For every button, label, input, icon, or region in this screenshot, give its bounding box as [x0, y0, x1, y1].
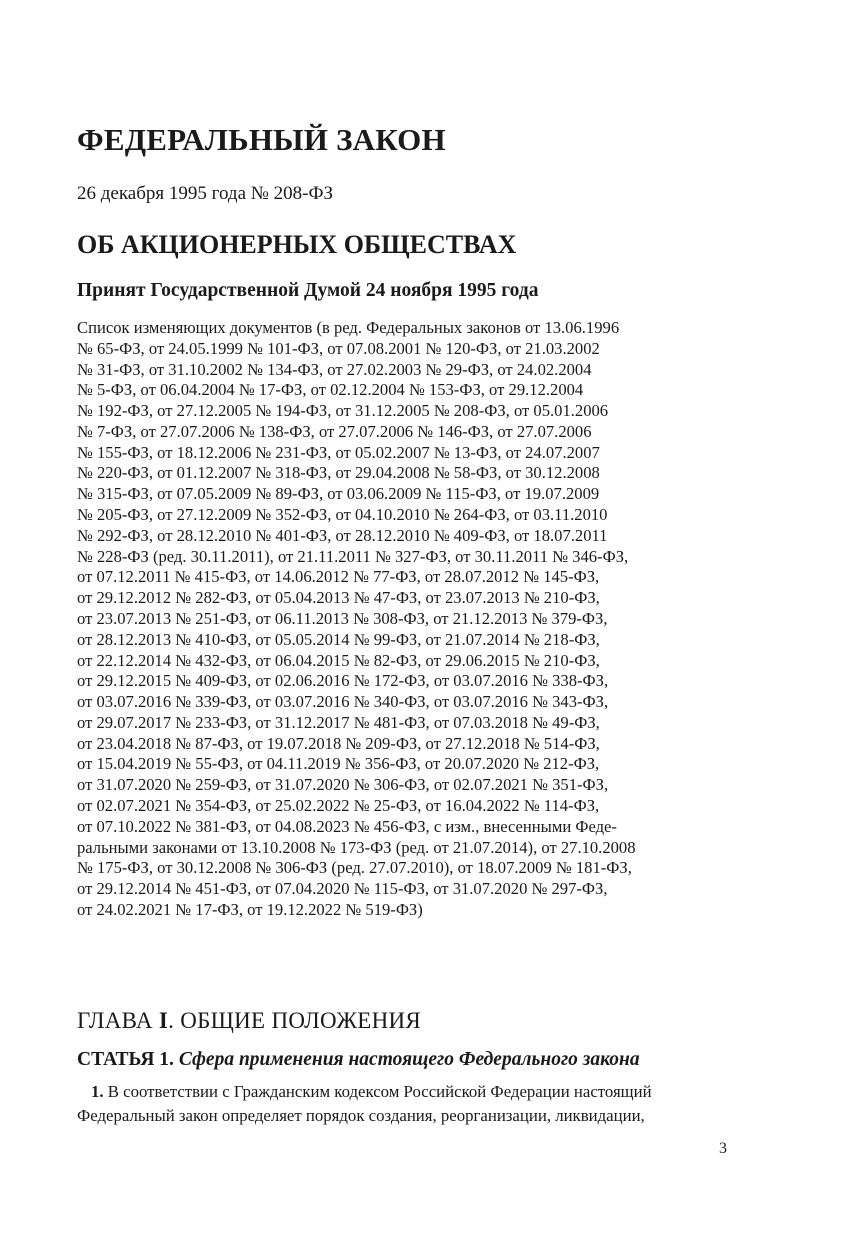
paragraph-text: В соответствии с Гражданским кодексом Российской Федерации настоящий — [103, 1082, 652, 1101]
chapter-prefix: ГЛАВА — [77, 1008, 159, 1033]
paragraph-number: 1. — [91, 1082, 104, 1101]
law-name: ОБ АКЦИОНЕРНЫХ ОБЩЕСТВАХ — [77, 230, 517, 259]
amendments-line: от 24.02.2021 № 17-ФЗ, от 19.12.2022 № 519-ФЗ) — [77, 899, 423, 919]
amendments-line: № 315-ФЗ, от 07.05.2009 № 89-ФЗ, от 03.06.2009 № 115-ФЗ, от 19.07.2009 — [77, 484, 600, 504]
article-heading — [77, 1049, 640, 1071]
amendments-line: от 22.12.2014 № 432-ФЗ, от 06.04.2015 № 82-ФЗ, от 29.06.2015 № 210-ФЗ, — [77, 650, 600, 670]
amendments-line: № 175-ФЗ, от 30.12.2008 № 306-ФЗ (ред. 27.07.2010), от 18.07.2009 № 181-ФЗ, — [77, 858, 632, 878]
amendments-line: № 192-ФЗ, от 27.12.2005 № 194-ФЗ, от 31.12.2005 № 208-ФЗ, от 05.01.2006 — [77, 401, 609, 421]
amendments-line: от 23.04.2018 № 87-ФЗ, от 19.07.2018 № 209-ФЗ, от 27.12.2018 № 514-ФЗ, — [77, 733, 600, 753]
chapter-title: . ОБЩИЕ ПОЛОЖЕНИЯ — [168, 1008, 422, 1033]
article-label: СТАТЬЯ 1. — [77, 1049, 179, 1070]
chapter-number: I — [158, 1008, 169, 1033]
amendments-line: от 07.12.2011 № 415-ФЗ, от 14.06.2012 № 77-ФЗ, от 28.07.2012 № 145-ФЗ, — [77, 567, 600, 587]
amendments-line: ральными законами от 13.10.2008 № 173-ФЗ (ред. от 21.07.2014), от 27.10.2008 — [77, 837, 636, 857]
article-body — [77, 1080, 737, 1127]
paragraph-line — [77, 1080, 737, 1104]
law-date-number: 26 декабря 1995 года № 208-ФЗ — [77, 183, 333, 204]
adoption-note: Принят Государственной Думой 24 ноября 1995 года — [77, 280, 539, 301]
amendments-line: № 292-ФЗ, от 28.12.2010 № 401-ФЗ, от 28.12.2010 № 409-ФЗ, от 18.07.2011 — [77, 525, 608, 545]
amendments-line: от 29.07.2017 № 233-ФЗ, от 31.12.2017 № 481-ФЗ, от 07.03.2018 № 49-ФЗ, — [77, 712, 600, 732]
amendments-line: от 03.07.2016 № 339-ФЗ, от 03.07.2016 № 340-ФЗ, от 03.07.2016 № 343-ФЗ, — [77, 692, 609, 712]
amendments-line: Список изменяющих документов (в ред. Федеральных законов от 13.06.1996 — [77, 318, 620, 337]
amendments-line: № 7-ФЗ, от 27.07.2006 № 138-ФЗ, от 27.07.2006 № 146-ФЗ, от 27.07.2006 — [77, 421, 592, 441]
amendments-line: № 155-ФЗ, от 18.12.2006 № 231-ФЗ, от 05.02.2007 № 13-ФЗ, от 24.07.2007 — [77, 442, 600, 462]
page-number: 3 — [719, 1140, 727, 1157]
amendments-line: от 29.12.2012 № 282-ФЗ, от 05.04.2013 № 47-ФЗ, от 23.07.2013 № 210-ФЗ, — [77, 588, 600, 608]
amendments-line: от 23.07.2013 № 251-ФЗ, от 06.11.2013 № 308-ФЗ, от 21.12.2013 № 379-ФЗ, — [77, 608, 608, 628]
amendments-line: от 29.12.2014 № 451-ФЗ, от 07.04.2020 № 115-ФЗ, от 31.07.2020 № 297-ФЗ, — [77, 879, 608, 899]
amendments-line: № 220-ФЗ, от 01.12.2007 № 318-ФЗ, от 29.04.2008 № 58-ФЗ, от 30.12.2008 — [77, 463, 600, 483]
document-page — [77, 0, 737, 1241]
amendments-line: от 15.04.2019 № 55-ФЗ, от 04.11.2019 № 356-ФЗ, от 20.07.2020 № 212-ФЗ, — [77, 754, 600, 774]
amendments-line: от 28.12.2013 № 410-ФЗ, от 05.05.2014 № 99-ФЗ, от 21.07.2014 № 218-ФЗ, — [77, 629, 600, 649]
amendments-line: № 205-ФЗ, от 27.12.2009 № 352-ФЗ, от 04.10.2010 № 264-ФЗ, от 03.11.2010 — [77, 505, 608, 525]
chapter-heading — [77, 1008, 421, 1034]
amendments-line: от 07.10.2022 № 381-ФЗ, от 04.08.2023 № 456-ФЗ, с изм., внесенными Феде- — [77, 816, 617, 836]
amendments-line: от 02.07.2021 № 354-ФЗ, от 25.02.2022 № 25-ФЗ, от 16.04.2022 № 114-ФЗ, — [77, 795, 600, 815]
article-title: Сфера применения настоящего Федерального закона — [178, 1049, 640, 1070]
amendments-line: № 228-ФЗ (ред. 30.11.2011), от 21.11.2011 № 327-ФЗ, от 30.11.2011 № 346-ФЗ, — [77, 546, 629, 566]
amendments-line: № 65-ФЗ, от 24.05.1999 № 101-ФЗ, от 07.08.2001 № 120-ФЗ, от 21.03.2002 — [77, 338, 600, 358]
amendments-line: от 29.12.2015 № 409-ФЗ, от 02.06.2016 № 172-ФЗ, от 03.07.2016 № 338-ФЗ, — [77, 671, 609, 691]
law-title: ФЕДЕРАЛЬНЫЙ ЗАКОН — [77, 122, 446, 157]
amendments-line: от 31.07.2020 № 259-ФЗ, от 31.07.2020 № 306-ФЗ, от 02.07.2021 № 351-ФЗ, — [77, 775, 609, 795]
amendments-list — [77, 318, 737, 921]
amendments-line: № 5-ФЗ, от 06.04.2004 № 17-ФЗ, от 02.12.2004 № 153-ФЗ, от 29.12.2004 — [77, 380, 584, 400]
paragraph-line: Федеральный закон определяет порядок создания, реорганизации, ликвидации, — [77, 1105, 645, 1125]
amendments-line: № 31-ФЗ, от 31.10.2002 № 134-ФЗ, от 27.02.2003 № 29-ФЗ, от 24.02.2004 — [77, 359, 592, 379]
